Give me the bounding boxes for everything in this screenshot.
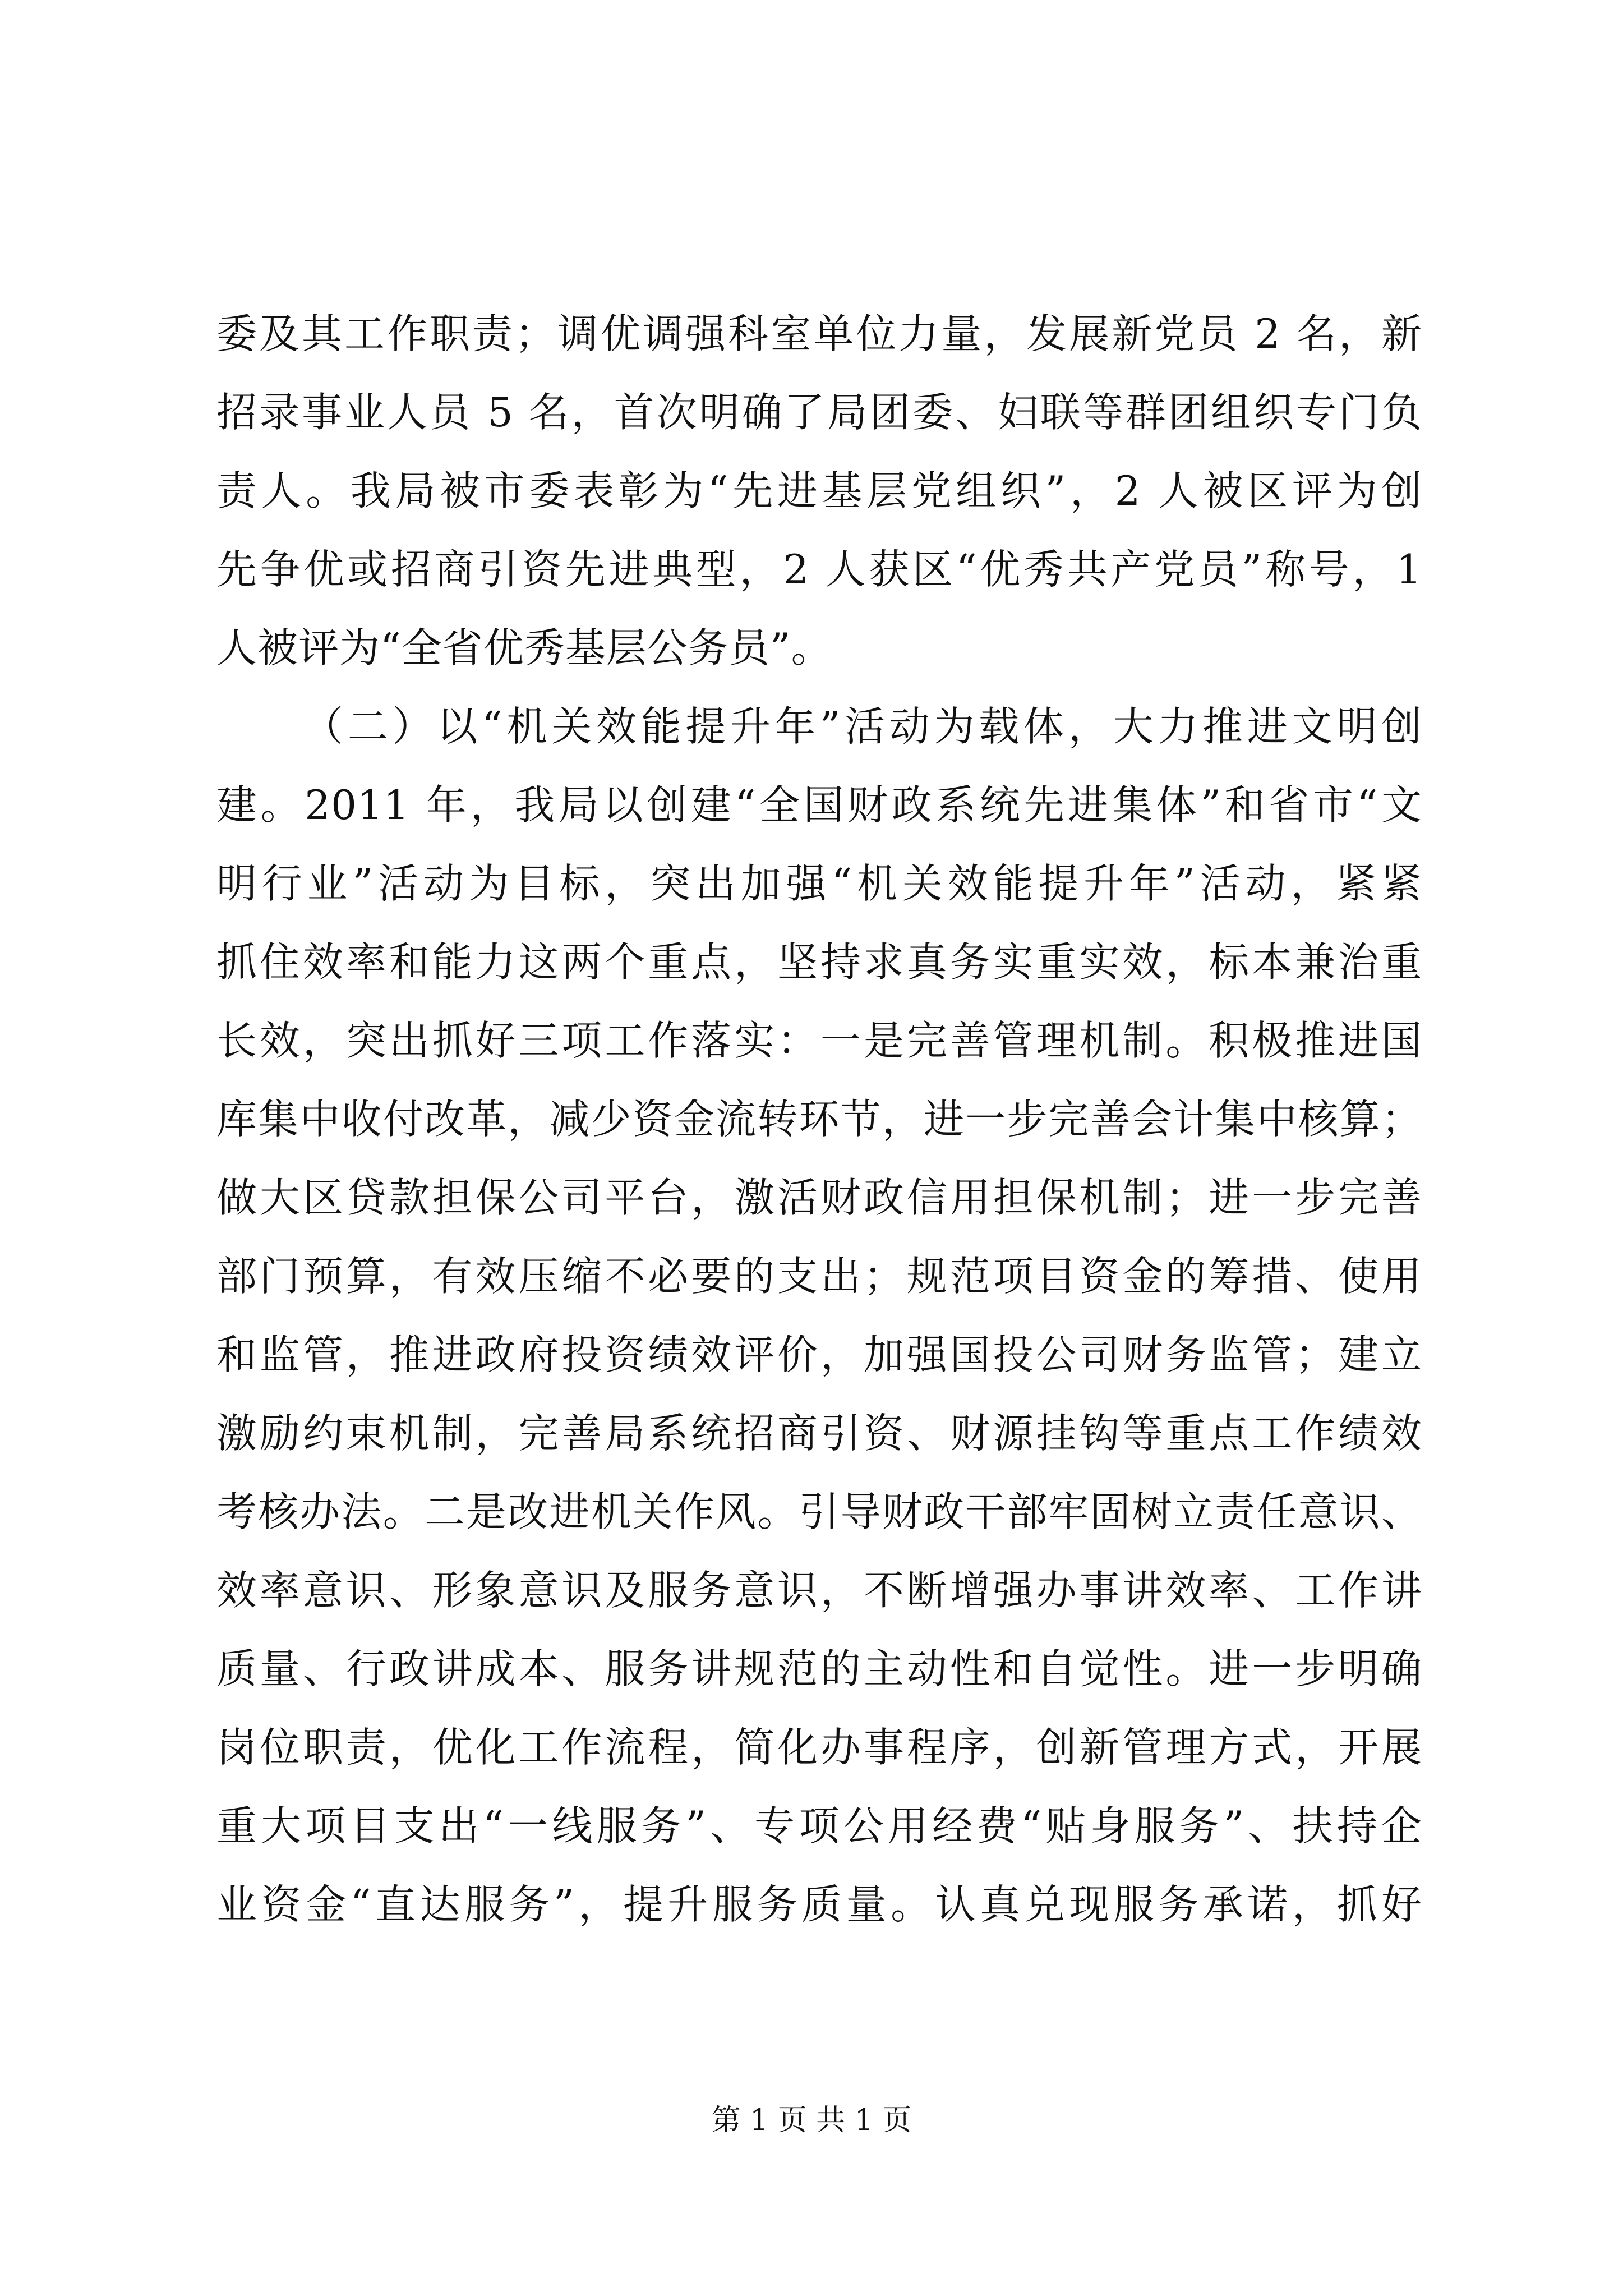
- text-line: 激励约束机制，完善局系统招商引资、财源挂钩等重点工作绩效: [216, 1410, 1422, 1457]
- text-line: 部门预算，有效压缩不必要的支出；规范项目资金的筹措、使用: [216, 1253, 1422, 1300]
- text-line: 做大区贷款担保公司平台，激活财政信用担保机制；进一步完善: [216, 1174, 1422, 1221]
- text-line: 岗位职责，优化工作流程，简化办事程序，创新管理方式，开展: [216, 1724, 1422, 1771]
- text-line: 和监管，推进政府投资绩效评价，加强国投公司财务监管；建立: [216, 1331, 1422, 1378]
- page-number-footer: 第 1 页 共 1 页: [711, 2104, 912, 2137]
- text-line: 业资金“直达服务”，提升服务质量。认真兑现服务承诺，抓好: [216, 1881, 1422, 1928]
- paragraph-heading-line: （二）以“机关效能提升年”活动为载体，大力推进文明创: [303, 703, 1422, 750]
- text-line: 委及其工作职责；调优调强科室单位力量，发展新党员 2 名，新: [216, 310, 1422, 357]
- text-line: 招录事业人员 5 名，首次明确了局团委、妇联等群团组织专门负: [216, 389, 1422, 436]
- text-line: 抓住效率和能力这两个重点，坚持求真务实重实效，标本兼治重: [216, 938, 1422, 986]
- text-line: 库集中收付改革，减少资金流转环节，进一步完善会计集中核算；: [216, 1096, 1422, 1143]
- text-line: 效率意识、形象意识及服务意识，不断增强办事讲效率、工作讲: [216, 1567, 1422, 1614]
- text-line: 长效，突出抓好三项工作落实：一是完善管理机制。积极推进国: [216, 1017, 1422, 1064]
- text-line: 考核办法。二是改进机关作风。引导财政干部牢固树立责任意识、: [216, 1488, 1422, 1535]
- text-line: 先争优或招商引资先进典型，2 人获区“优秀共产党员”称号，1: [216, 546, 1422, 593]
- text-line: 重大项目支出“一线服务”、专项公用经费“贴身服务”、扶持企: [216, 1802, 1422, 1849]
- text-line: 质量、行政讲成本、服务讲规范的主动性和自觉性。进一步明确: [216, 1645, 1422, 1692]
- text-line: 建。2011 年，我局以创建“全国财政系统先进集体”和省市“文: [216, 781, 1422, 829]
- text-line: 人被评为“全省优秀基层公务员”。: [216, 624, 832, 671]
- text-line: 明行业”活动为目标，突出加强“机关效能提升年”活动，紧紧: [216, 860, 1422, 907]
- text-line: 责人。我局被市委表彰为“先进基层党组织”，2 人被区评为创: [216, 467, 1422, 514]
